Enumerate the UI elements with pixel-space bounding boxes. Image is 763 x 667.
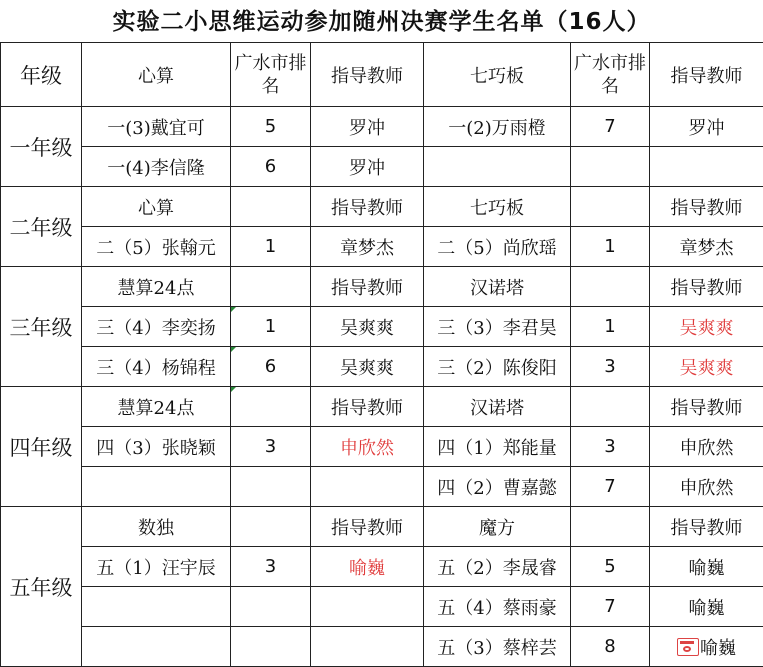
teacher-cell: 喻巍 <box>650 547 763 587</box>
rank-cell: 5 <box>571 547 650 587</box>
teacher-cell: 章梦杰 <box>650 227 763 267</box>
table-row <box>1 227 763 267</box>
header-rank-b: 广水市排名 <box>571 43 650 107</box>
student-name-cell: 四（1）郑能量 <box>424 427 571 467</box>
rank-cell: 1 <box>231 307 311 347</box>
teacher-cell: 罗冲 <box>311 147 424 187</box>
grade-label: 二年级 <box>1 187 82 267</box>
header-rank-a: 广水市排名 <box>231 43 311 107</box>
student-name-cell: 三（3）李君昊 <box>424 307 571 347</box>
teacher-cell: 申欣然 <box>650 427 763 467</box>
student-name-cell: 一(3)戴宜可 <box>82 107 231 147</box>
rank-cell <box>571 187 650 227</box>
event-b-label: 魔方 <box>424 507 571 547</box>
rank-cell <box>231 507 311 547</box>
stamp-icon <box>677 638 699 656</box>
teacher-header: 指导教师 <box>650 507 763 547</box>
teacher-header: 指导教师 <box>311 267 424 307</box>
cell-marker <box>231 307 236 312</box>
rank-cell: 6 <box>231 347 311 387</box>
header-teacher-a: 指导教师 <box>311 43 424 107</box>
teacher-cell-highlighted: 申欣然 <box>311 427 424 467</box>
teacher-cell-highlighted: 喻巍 <box>311 547 424 587</box>
rank-cell: 7 <box>571 587 650 627</box>
header-event-b: 七巧板 <box>424 43 571 107</box>
teacher-cell: 罗冲 <box>311 107 424 147</box>
rank-cell <box>231 467 311 507</box>
teacher-cell-highlighted: 吴爽爽 <box>650 347 763 387</box>
header-teacher-b: 指导教师 <box>650 43 763 107</box>
teacher-header: 指导教师 <box>311 507 424 547</box>
rank-cell <box>231 587 311 627</box>
header-event-a: 心算 <box>82 43 231 107</box>
student-name-cell: 二（5）尚欣瑶 <box>424 227 571 267</box>
teacher-cell: 章梦杰 <box>311 227 424 267</box>
student-name-cell <box>82 587 231 627</box>
rank-cell: 6 <box>231 147 311 187</box>
rank-cell: 7 <box>571 467 650 507</box>
table-subheader-row <box>1 387 763 427</box>
table-row <box>1 307 763 347</box>
table-row <box>1 427 763 467</box>
event-a-label: 慧算24点 <box>82 387 231 427</box>
event-a-label: 慧算24点 <box>82 267 231 307</box>
table-row <box>1 347 763 387</box>
student-name-cell: 三（4）李奕扬 <box>82 307 231 347</box>
cell-marker <box>231 347 236 352</box>
table-row <box>1 467 763 507</box>
rank-cell: 3 <box>231 427 311 467</box>
table-row <box>1 587 763 627</box>
event-b-label: 七巧板 <box>424 187 571 227</box>
event-b-label: 汉诺塔 <box>424 267 571 307</box>
teacher-cell <box>311 627 424 667</box>
rank-cell <box>231 387 311 427</box>
table-row <box>1 147 763 187</box>
teacher-cell: 吴爽爽 <box>311 347 424 387</box>
student-name-cell <box>424 147 571 187</box>
student-name-cell: 一(2)万雨橙 <box>424 107 571 147</box>
rank-cell <box>571 147 650 187</box>
student-name-cell: 四（2）曹嘉懿 <box>424 467 571 507</box>
student-name-cell: 三（2）陈俊阳 <box>424 347 571 387</box>
teacher-cell: 罗冲 <box>650 107 763 147</box>
grade-label: 三年级 <box>1 267 82 387</box>
rank-cell: 1 <box>571 227 650 267</box>
table-header-row <box>1 43 763 107</box>
rank-cell: 3 <box>571 347 650 387</box>
student-name-cell: 五（2）李晟睿 <box>424 547 571 587</box>
rank-cell: 3 <box>231 547 311 587</box>
student-name-cell: 三（4）杨锦程 <box>82 347 231 387</box>
student-name-cell: 四（3）张晓颖 <box>82 427 231 467</box>
rank-cell <box>231 187 311 227</box>
table-row <box>1 107 763 147</box>
teacher-header: 指导教师 <box>650 267 763 307</box>
teacher-cell: 喻巍 <box>650 627 763 667</box>
student-name-cell: 一(4)李信隆 <box>82 147 231 187</box>
table-subheader-row <box>1 267 763 307</box>
cell-marker <box>231 387 236 392</box>
student-name-cell: 二（5）张翰元 <box>82 227 231 267</box>
page-title: 实验二小思维运动参加随州决赛学生名单（16人） <box>112 9 651 35</box>
student-name-cell: 五（3）蔡梓芸 <box>424 627 571 667</box>
teacher-cell <box>311 467 424 507</box>
grade-label: 一年级 <box>1 107 82 187</box>
table-subheader-row <box>1 507 763 547</box>
event-a-label: 数独 <box>82 507 231 547</box>
rank-cell: 8 <box>571 627 650 667</box>
student-name-cell: 五（1）汪宇辰 <box>82 547 231 587</box>
teacher-cell: 申欣然 <box>650 467 763 507</box>
rank-cell <box>231 267 311 307</box>
rank-cell: 1 <box>231 227 311 267</box>
event-b-label: 汉诺塔 <box>424 387 571 427</box>
event-a-label: 心算 <box>82 187 231 227</box>
rank-cell <box>571 507 650 547</box>
table-subheader-row <box>1 187 763 227</box>
teacher-cell <box>311 587 424 627</box>
student-name-cell: 五（4）蔡雨豪 <box>424 587 571 627</box>
rank-cell <box>571 387 650 427</box>
roster-table <box>0 42 763 667</box>
grade-label: 四年级 <box>1 387 82 507</box>
grade-label: 五年级 <box>1 507 82 667</box>
rank-cell: 7 <box>571 107 650 147</box>
student-name-cell <box>82 627 231 667</box>
teacher-header: 指导教师 <box>311 187 424 227</box>
rank-cell: 1 <box>571 307 650 347</box>
header-grade: 年级 <box>1 43 82 107</box>
student-name-cell <box>82 467 231 507</box>
teacher-cell <box>650 147 763 187</box>
table-row <box>1 627 763 667</box>
teacher-header: 指导教师 <box>650 387 763 427</box>
teacher-header: 指导教师 <box>650 187 763 227</box>
teacher-cell: 吴爽爽 <box>311 307 424 347</box>
teacher-header: 指导教师 <box>311 387 424 427</box>
teacher-cell: 喻巍 <box>650 587 763 627</box>
rank-cell <box>571 267 650 307</box>
rank-cell: 5 <box>231 107 311 147</box>
rank-cell <box>231 627 311 667</box>
teacher-cell-highlighted: 吴爽爽 <box>650 307 763 347</box>
rank-cell: 3 <box>571 427 650 467</box>
table-row <box>1 547 763 587</box>
